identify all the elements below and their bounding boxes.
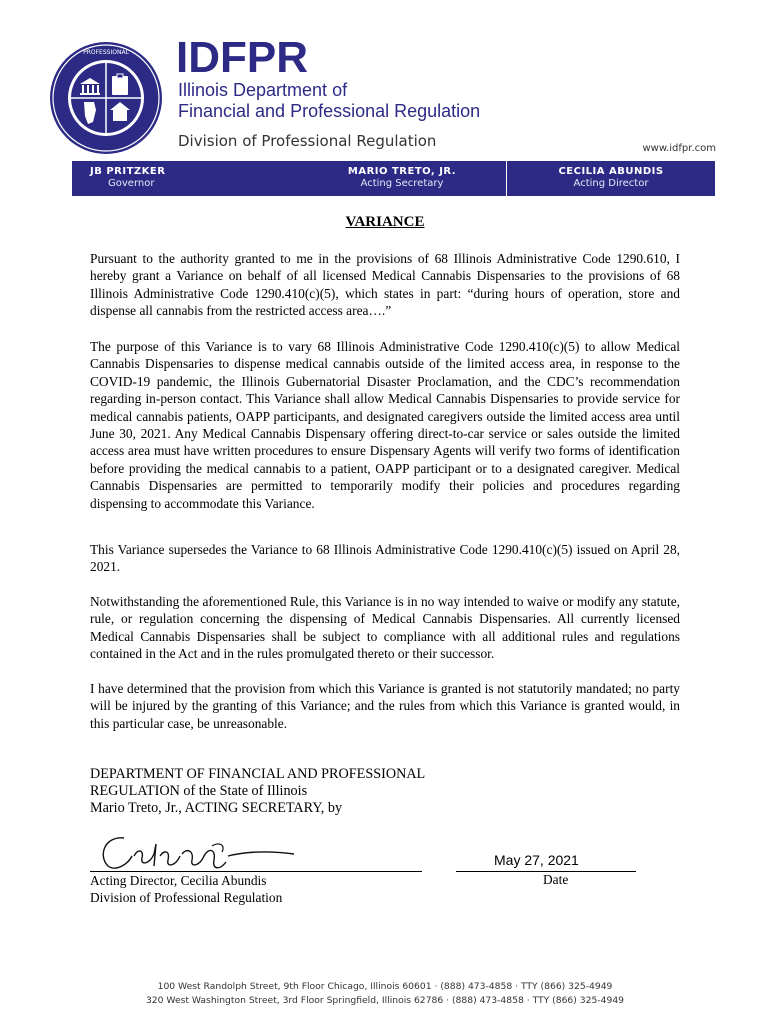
authority-line: REGULATION of the State of Illinois <box>90 783 308 799</box>
official-name: CECILIA ABUNDIS <box>558 166 664 177</box>
svg-text:PROFESSIONAL: PROFESSIONAL <box>83 49 129 56</box>
agency-name <box>178 80 480 122</box>
official-title: Acting Secretary <box>360 178 444 189</box>
footer-address-springfield: 320 West Washington Street, 3rd Floor Springfield, Illinois 62786 · (888) 473-4858 · TTY (866) 325-4949 <box>145 995 625 1006</box>
official-title: Acting Director <box>573 178 649 189</box>
agency-name-line2: Financial and Professional Regulation <box>178 101 481 121</box>
signer-division: Division of Professional Regulation <box>90 890 283 905</box>
signer-info <box>90 872 282 906</box>
authority-line: Mario Treto, Jr., ACTING SECRETARY, by <box>90 800 343 816</box>
date-label: Date <box>543 872 569 887</box>
official-director <box>506 161 715 196</box>
footer-address-chicago: 100 West Randolph Street, 9th Floor Chicago, Illinois 60601 · (888) 473-4858 · TTY (866) 325-4949 <box>157 981 613 992</box>
officials-bar <box>72 161 715 196</box>
paragraph-supersedes: This Variance supersedes the Variance to 68 Illinois Administrative Code 1290.410(c)(5) issued on April 28, 2021. <box>90 542 680 575</box>
paragraph-authority: Pursuant to the authority granted to me in the provisions of 68 Illinois Administrative Code 1290.610, I hereby grant a Variance on behalf of all licensed Medical Cannabis Dispensaries to the provisions of 68 Illinois Administrative Code 1290.410(c)(5), which states in part: “during hours of operation, store and dispense all cannabis from the restricted access area….” <box>90 251 680 319</box>
signature-authority-block <box>90 766 425 817</box>
official-name: MARIO TRETO, JR. <box>347 166 457 177</box>
website-url: www.idfpr.com <box>642 143 716 154</box>
agency-name-line1: Illinois Department of <box>178 80 348 100</box>
signature-date: May 27, 2021 <box>494 852 579 868</box>
handwritten-signature <box>94 826 314 876</box>
official-secretary <box>298 161 506 196</box>
agency-acronym: IDFPR <box>176 33 308 82</box>
authority-line: DEPARTMENT OF FINANCIAL AND PROFESSIONAL <box>90 766 426 782</box>
official-name: JB PRITZKER <box>90 166 166 177</box>
official-title: Governor <box>108 178 155 189</box>
paragraph-notwithstanding: Notwithstanding the aforementioned Rule, this Variance is in no way intended to waive or modify any statute, rule, or regulation concerning the dispensing of Medical Cannabis Dispensaries. All currently licensed Medical Cannabis Dispensaries shall be subject to compliance with all additional rules and regulations contained in the Act and in the rules promulgated thereto or their successor. <box>90 594 680 662</box>
idfpr-seal <box>48 40 164 156</box>
document-heading: VARIANCE <box>345 214 425 230</box>
division-name: Division of Professional Regulation <box>178 132 437 150</box>
official-governor <box>72 161 298 196</box>
paragraph-purpose: The purpose of this Variance is to vary 68 Illinois Administrative Code 1290.410(c)(5) to allow Medical Cannabis Dispensaries to dispense medical cannabis outside of the limited access area, in response to the COVID-19 pandemic, the Illinois Gubernatorial Disaster Proclamation, and the CDC’s recommendation regarding in-person contact. This Variance shall allow Medical Cannabis Dispensaries to provide service for medical cannabis patients, OAPP participants, and designated caregivers outside the limited access area until June 30, 2021. Any Medical Cannabis Dispensary offering direct-to-car service or sales outside the limited access area must have written procedures to ensure Dispensary Agents will verify two forms of identification before providing the medical cannabis to a patient, OAPP participant or to a designated caregiver. Medical Cannabis Dispensaries are permitted to temporarily modify their policies and procedures regarding dispensing to accommodate this Variance. <box>90 339 680 511</box>
signer-title: Acting Director, Cecilia Abundis <box>90 873 267 888</box>
paragraph-determination: I have determined that the provision from which this Variance is granted is not statutorily mandated; no party will be injured by the granting of this Variance; and the rules from which this Variance is granted would, in this particular case, be unreasonable. <box>90 681 680 731</box>
